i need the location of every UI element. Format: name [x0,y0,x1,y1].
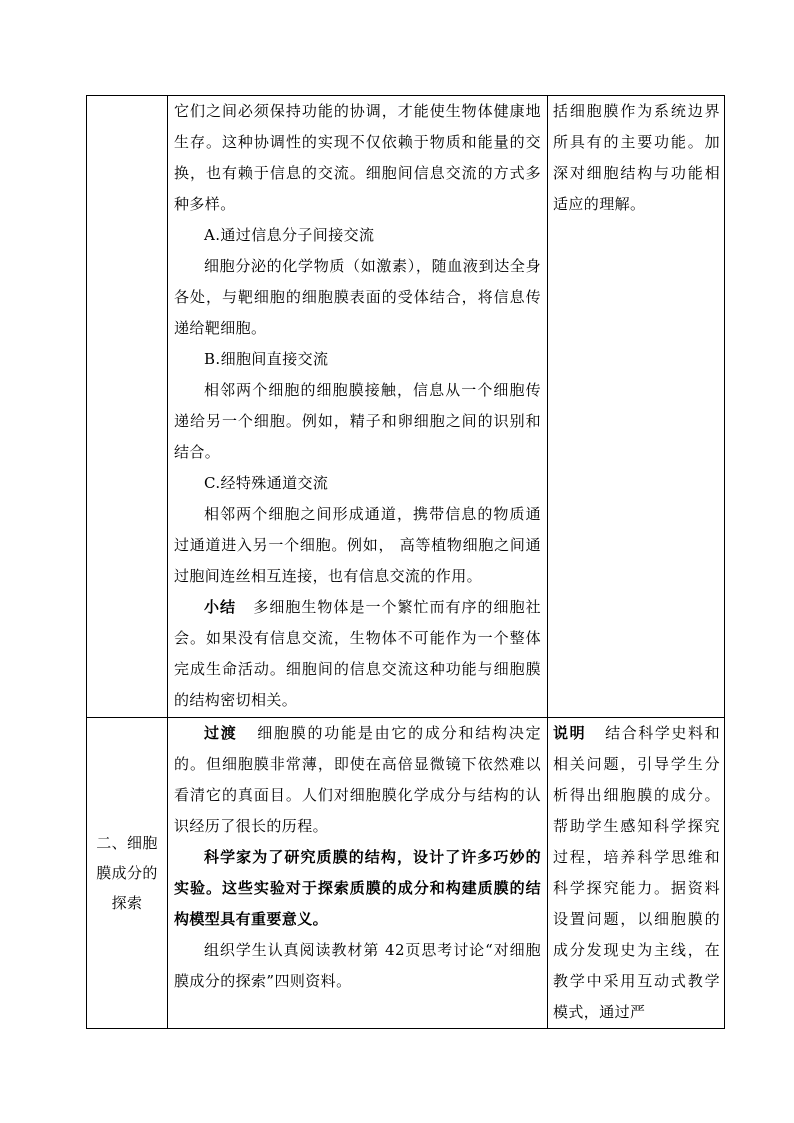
transition-paragraph [174,718,541,842]
content-cell [168,718,548,1029]
transition-text: 细胞膜的功能是由它的成分和结构决定的。但细胞膜非常薄，即使在高倍显微镜下依然难以看清它的真面目。人们对细胞膜化学成分与结构的认识经历了很长的历程。 [174,724,541,835]
summary-text: 多细胞生物体是一个繁忙而有序的细胞社会。如果没有信息交流，生物体不可能作为一个整体完成生命活动。细胞间的信息交流这种功能与细胞膜的结构密切相关。 [174,598,541,709]
summary-label: 小结 [204,598,237,616]
note-paragraph [553,718,720,1028]
section-label: 二、细胞膜成分的探索 [96,834,158,912]
note-cell [548,96,725,718]
content-cell [168,96,548,718]
method-b-title: B.细胞间直接交流 [204,350,329,368]
section-cell-empty [87,96,168,718]
method-a-title: A.通过信息分子间接交流 [204,226,375,244]
transition-label: 过渡 [204,724,238,742]
table-row [87,96,725,718]
emphasis-paragraph: 科学家为了研究质膜的结构，设计了许多巧妙的实验。这些实验对于探索质膜的成分和构建质膜的结构模型具有重要意义。 [174,848,541,928]
method-b-text: 相邻两个细胞的细胞膜接触，信息从一个细胞传递给另一个细胞。例如，精子和卵细胞之间的识别和结合。 [174,381,541,461]
note-text: 结合科学史料和相关问题，引导学生分析得出细胞膜的成分。帮助学生感知科学探究过程，培养科学思维和科学探究能力。据资料设置问题，以细胞膜的成分发现史为主线，在教学中采用互动式教学模式，通过严 [553,724,720,1021]
lesson-plan-table [86,95,725,1029]
summary-paragraph [174,592,541,716]
method-c-text: 相邻两个细胞之间形成通道，携带信息的物质通过通道进入另一个细胞。例如， 高等植物细胞之间通过胞间连丝相互连接，也有信息交流的作用。 [174,505,541,585]
method-c-title: C.经特殊通道交流 [204,474,329,492]
section-cell [87,718,168,1029]
note-cell [548,718,725,1029]
method-a-text: 细胞分泌的化学物质（如激素），随血液到达全身各处，与靶细胞的细胞膜表面的受体结合，将信息传递给靶细胞。 [174,257,541,337]
intro-paragraph: 它们之间必须保持功能的协调，才能使生物体健康地生存。这种协调性的实现不仅依赖于物质和能量的交换，也有赖于信息的交流。细胞间信息交流的方式多种多样。 [174,102,541,213]
note-text: 括细胞膜作为系统边界所具有的主要功能。加深对细胞结构与功能相适应的理解。 [553,102,720,213]
table-row [87,718,725,1029]
task-paragraph: 组织学生认真阅读教材第 42页思考讨论“对细胞膜成分的探索”四则资料。 [174,941,541,990]
note-label: 说明 [553,724,587,742]
